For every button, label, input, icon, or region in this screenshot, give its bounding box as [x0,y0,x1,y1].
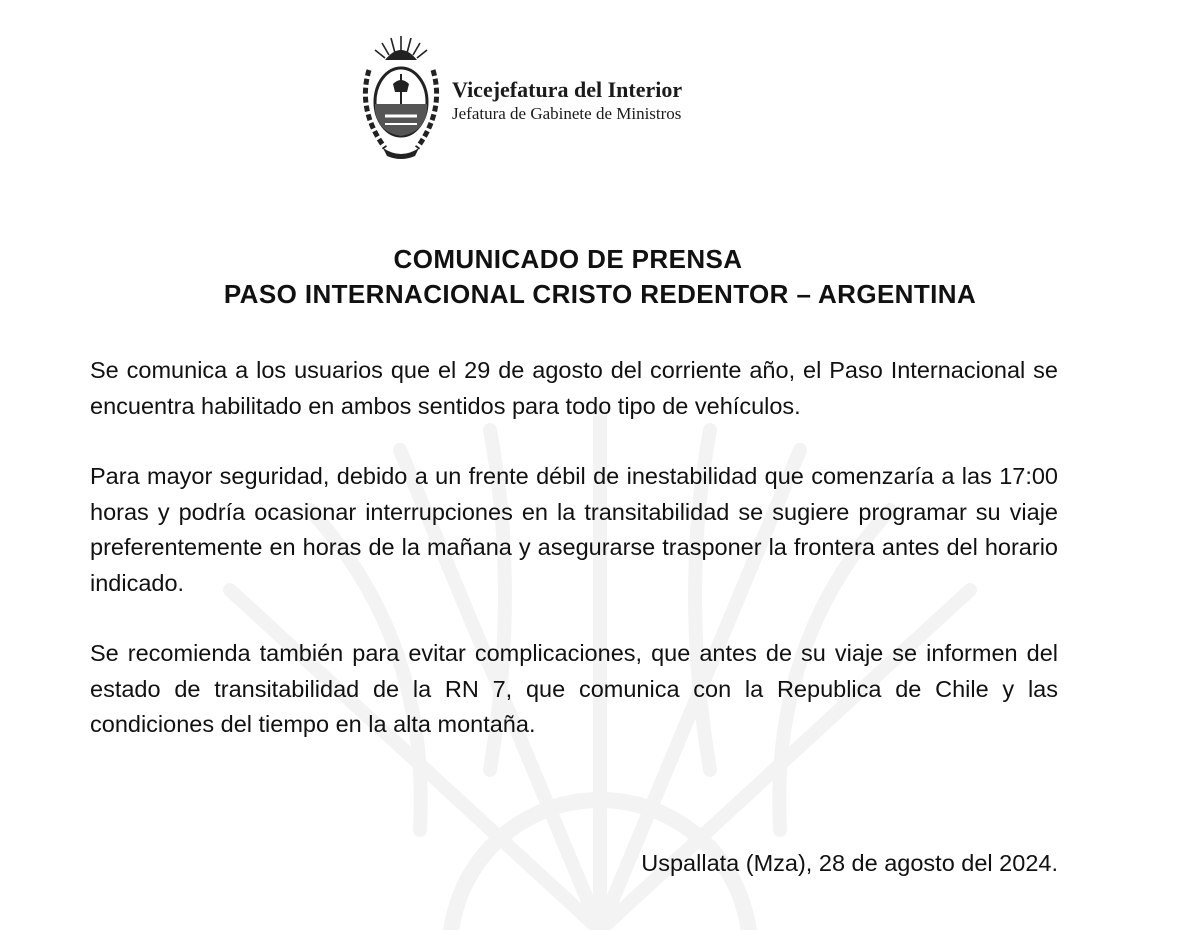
paragraph: Se comunica a los usuarios que el 29 de agosto del corriente año, el Paso Internacional se encuentra habilitado en ambos sentidos para todo tipo de vehículos. [90,357,1058,419]
place-and-date: Uspallata (Mza), 28 de agosto del 2024. [641,850,1058,876]
organization-block [452,77,682,125]
organization-name: Vicejefatura del Interior [452,77,683,102]
argentina-coat-of-arms-icon [355,30,447,162]
department-name: Jefatura de Gabinete de Ministros [452,104,682,123]
paragraph: Para mayor seguridad, debido a un frente débil de inestabilidad que comenzaría a las 17:00 horas y podría ocasionar interrupciones en la transitabilidad se sugiere programar su viaje preferentemente en horas de la mañana y asegurarse trasponer la frontera antes del horario indicado. [90,463,1058,596]
document-subtitle: PASO INTERNACIONAL CRISTO REDENTOR – ARGENTINA [223,279,977,309]
document-title: COMUNICADO DE PRENSA [393,244,743,274]
letterhead [355,30,815,165]
paragraph: Se recomienda también para evitar complicaciones, que antes de su viaje se informen del estado de transitabilidad de la RN 7, que comunica con la Republica de Chile y las condiciones del tiempo en la alta montaña. [90,640,1058,737]
document-titles [0,242,1200,312]
document-body [90,353,1058,778]
